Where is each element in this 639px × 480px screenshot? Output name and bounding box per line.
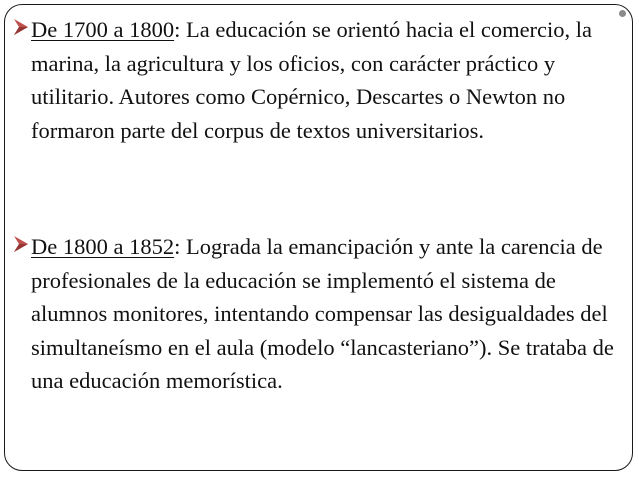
bullet-text bbox=[31, 13, 633, 147]
bullet-body: : La educación se orientó hacia el comercio, la marina, la agricultura y los oficios, con carácter práctico y utilitario. Autores como Copérnico, Descartes o Newton no formaron parte del corpus de textos universitarios. bbox=[31, 17, 593, 143]
bullet-item-1700-1800 bbox=[13, 13, 633, 147]
bullet-text bbox=[31, 230, 633, 398]
bullet-period: De 1700 a 1800 bbox=[31, 17, 175, 42]
bullet-item-1800-1852 bbox=[13, 230, 633, 398]
arrow-bullet-icon bbox=[13, 235, 29, 253]
bullet-period: De 1800 a 1852 bbox=[31, 234, 175, 259]
slide-frame bbox=[4, 4, 633, 471]
arrow-bullet-icon bbox=[13, 18, 29, 36]
bullet-body: : Lograda la emancipación y ante la carencia de profesionales de la educación se implementó el sistema de alumnos monitores, intentando compensar las desigualdades del simultaneísmo en el aula (modelo “lancasteriano”). Se trataba de una educación memorística. bbox=[31, 234, 614, 393]
